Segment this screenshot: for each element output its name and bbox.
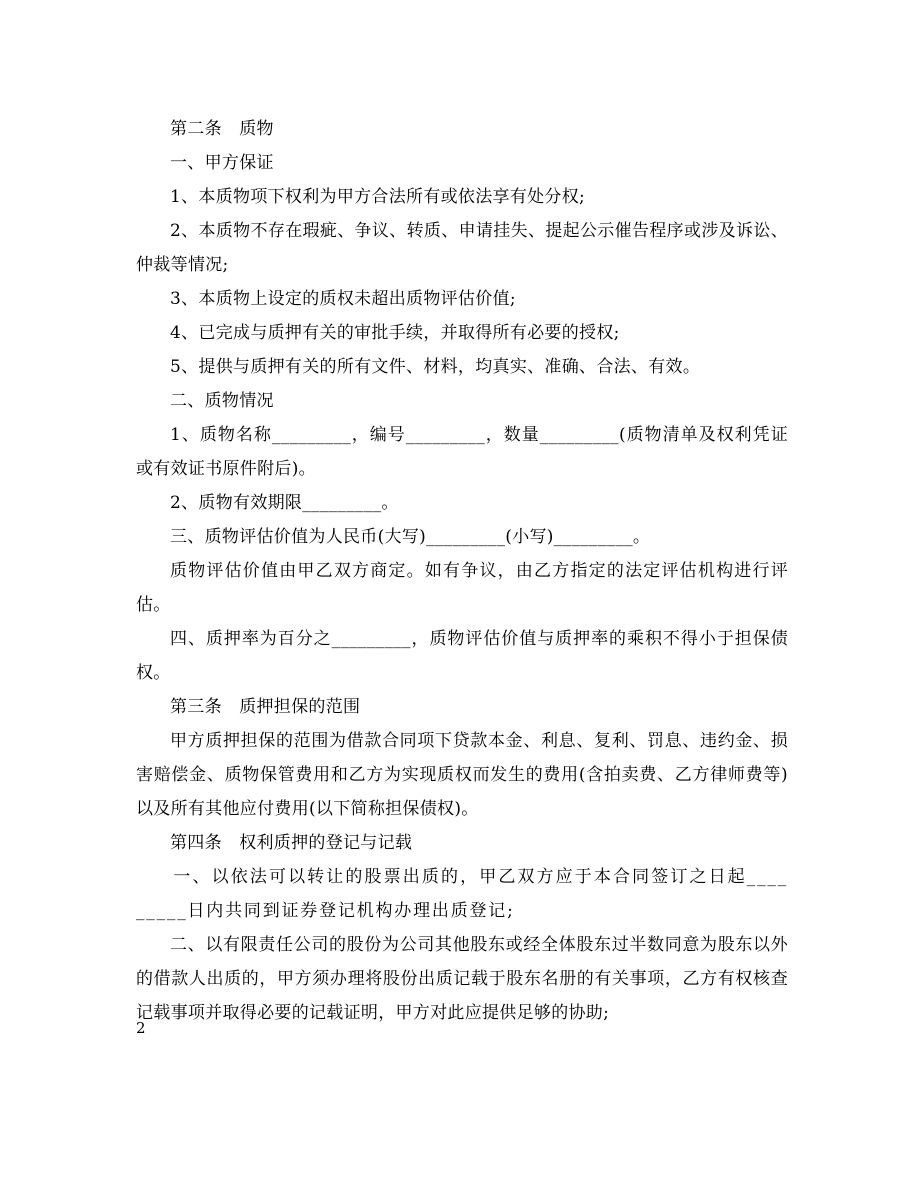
guarantee-item-3: 3、本质物上设定的质权未超出质物评估价值;	[170, 289, 516, 309]
registration-item-2: 二、以有限责任公司的股份为公司其他股东或经全体股东过半数同意为股东以外的借款人出质的，甲方须办理将股份出质记载于股东名册的有关事项，乙方有权核查记载事项并取得必要的记载证明，甲方对此应提供足够的协助;	[136, 935, 788, 1023]
article-4-heading: 第四条 权利质押的登记与记载	[170, 833, 413, 853]
scope-paragraph: 甲方质押担保的范围为借款合同项下贷款本金、利息、复利、罚息、违约金、损害赔偿金、质物保管费用和乙方为实现质权而发生的费用(含拍卖费、乙方律师费等)以及所有其他应付费用(以下简称担保债权)。	[136, 731, 788, 819]
guarantee-item-5: 5、提供与质押有关的所有文件、材料，均真实、准确、合法、有效。	[170, 357, 701, 377]
guarantee-item-1: 1、本质物项下权利为甲方合法所有或依法享有处分权;	[170, 187, 586, 207]
article-3-heading: 第三条 质押担保的范围	[170, 697, 361, 717]
section-pledge-status: 二、质物情况	[170, 391, 274, 411]
valuation-paragraph: 质物评估价值由甲乙双方商定。如有争议，由乙方指定的法定评估机构进行评估。	[136, 561, 788, 615]
section-valuation: 三、质物评估价值为人民币(大写)_________(小写)_________。	[170, 527, 651, 547]
section-party-a-guarantee: 一、甲方保证	[170, 153, 274, 173]
guarantee-item-4: 4、已完成与质押有关的审批手续，并取得所有必要的授权;	[170, 323, 620, 343]
pledge-status-item-2: 2、质物有效期限_________。	[170, 493, 399, 513]
section-pledge-rate: 四、质押率为百分之_________，质物评估价值与质押率的乘积不得小于担保债权。	[136, 629, 788, 683]
document-body	[136, 112, 788, 1030]
guarantee-item-2: 2、本质物不存在瑕疵、争议、转质、申请挂失、提起公示催告程序或涉及诉讼、仲裁等情况;	[136, 221, 788, 275]
page-number: 2	[136, 1019, 146, 1037]
registration-item-1: 一、以依法可以转让的股票出质的，甲乙双方应于本合同签订之日起_________日内共同到证券登记机构办理出质登记;	[136, 867, 788, 921]
pledge-status-item-1: 1、质物名称_________，编号_________，数量_________(质物清单及权利凭证或有效证书原件附后)。	[136, 425, 788, 479]
article-2-heading: 第二条 质物	[170, 119, 274, 139]
